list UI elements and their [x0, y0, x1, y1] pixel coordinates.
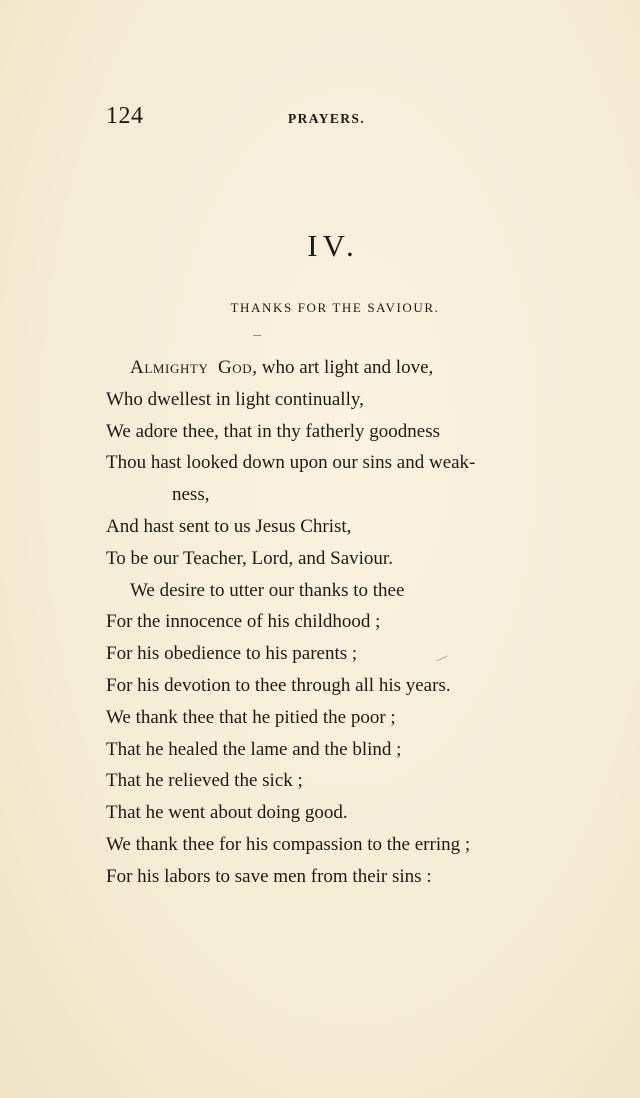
text-line: Who dwellest in light continually,: [106, 388, 364, 410]
text-line-rest: , who art light and love,: [252, 357, 434, 378]
text-line: That he healed the lame and the blind ;: [106, 738, 402, 760]
text-line: For his labors to save men from their sins :: [106, 865, 432, 887]
small-caps-word: Almighty: [130, 357, 209, 378]
text-line: We desire to utter our thanks to thee: [130, 579, 405, 601]
text-line: That he relieved the sick ;: [106, 770, 303, 792]
text-line: We adore thee, that in thy fatherly goodness: [106, 420, 441, 442]
text-line: We thank thee that he pitied the poor ;: [106, 706, 396, 728]
text-line: That he went about doing good.: [106, 802, 348, 824]
text-line: [106, 352, 566, 384]
text-line: For the innocence of his childhood ;: [106, 611, 381, 633]
prayer-text: [106, 352, 566, 893]
text-line: Thou hast looked down upon our sins and weak-: [106, 452, 476, 474]
ornament-rule: [253, 335, 261, 336]
page-number: 124: [106, 103, 144, 129]
section-numeral: IV.: [307, 228, 359, 263]
text-line: And hast sent to us Jesus Christ,: [106, 515, 352, 537]
text-line: For his devotion to thee through all his years.: [106, 674, 451, 696]
section-title: THANKS FOR THE SAVIOUR.: [230, 300, 440, 315]
text-line: We thank thee for his compassion to the erring ;: [106, 833, 471, 855]
text-line: To be our Teacher, Lord, and Saviour.: [106, 547, 393, 569]
running-head: PRAYERS.: [288, 111, 366, 126]
text-line: For his obedience to his parents ;: [106, 643, 358, 665]
small-caps-word: God: [217, 357, 253, 378]
text-line: ness,: [172, 484, 210, 506]
